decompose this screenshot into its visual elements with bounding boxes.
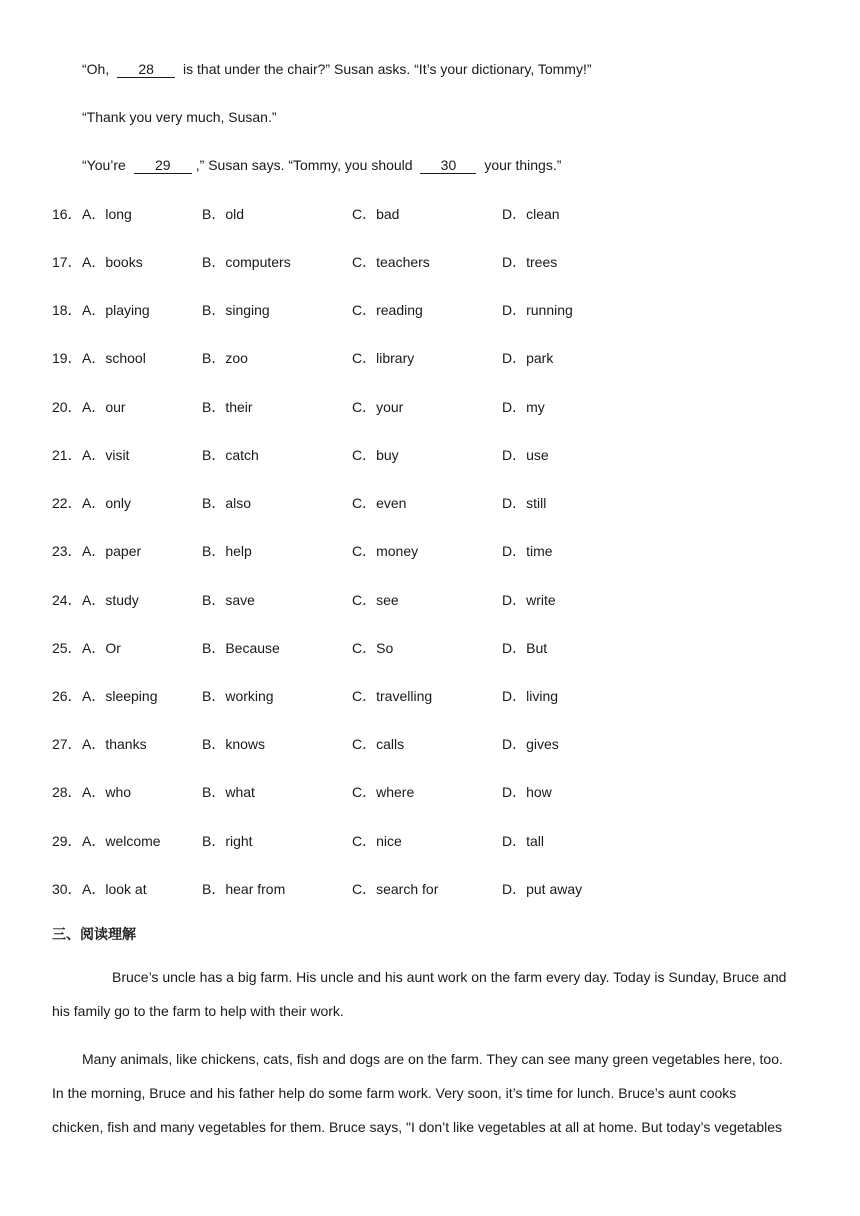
option-d: D．trees: [502, 254, 558, 270]
option-d: D．tall: [502, 833, 545, 849]
option-b: B．zoo: [202, 350, 248, 366]
option-b: B．their: [202, 399, 253, 415]
option-c: C．buy: [352, 447, 399, 463]
option-b: B．old: [202, 206, 245, 222]
paragraph-line: his family go to the farm to help with their work.: [52, 1003, 344, 1019]
option-d: D．park: [502, 350, 554, 366]
option-c: C．your: [352, 399, 404, 415]
option-a: A．playing: [82, 302, 150, 318]
question-number: 24．: [52, 592, 82, 608]
option-a: A．Or: [82, 640, 121, 656]
option-d: D．use: [502, 447, 549, 463]
option-c: C．teachers: [352, 254, 430, 270]
paragraph-line: In the morning, Bruce and his father help do some farm work. Very soon, it’s time for lunch. Bruce’s aunt cooks: [52, 1085, 737, 1101]
option-a: A．study: [82, 592, 139, 608]
option-c: C．search for: [352, 881, 439, 897]
option-c: C．reading: [352, 302, 423, 318]
option-c: C．travelling: [352, 688, 433, 704]
question-number: 22．: [52, 495, 82, 511]
option-a: A．school: [82, 350, 146, 366]
option-a: A．who: [82, 784, 132, 800]
option-b: B．save: [202, 592, 255, 608]
option-b: B．Because: [202, 640, 280, 656]
answer-blank-28: 28: [117, 61, 175, 78]
option-a: A．thanks: [82, 736, 147, 752]
dialogue-text: “Thank you very much, Susan.”: [82, 109, 277, 125]
option-b: B．what: [202, 784, 255, 800]
question-number: 20．: [52, 399, 82, 415]
question-number: 29．: [52, 833, 82, 849]
option-a: A．our: [82, 399, 126, 415]
option-d: D．living: [502, 688, 559, 704]
option-d: D．still: [502, 495, 547, 511]
question-number: 18．: [52, 302, 82, 318]
option-d: D．clean: [502, 206, 560, 222]
dialogue-text: your things.”: [484, 157, 562, 173]
option-c: C．calls: [352, 736, 405, 752]
option-c: C．bad: [352, 206, 400, 222]
answer-blank-29: 29: [134, 157, 192, 174]
option-a: A．look at: [82, 881, 147, 897]
paragraph-line: chicken, fish and many vegetables for them. Bruce says, "I don’t like vegetables at all at home. But today’s vegetables: [52, 1119, 783, 1135]
option-c: C．even: [352, 495, 407, 511]
paragraph-line: Many animals, like chickens, cats, fish and dogs are on the farm. They can see many green vegetables here, too.: [82, 1051, 783, 1067]
answer-blank-30: 30: [420, 157, 476, 174]
option-d: D．how: [502, 784, 552, 800]
reading-paragraph-2: [52, 1042, 812, 1144]
option-b: B．also: [202, 495, 252, 511]
option-c: C．see: [352, 592, 399, 608]
option-d: D．running: [502, 302, 573, 318]
option-c: C．money: [352, 543, 419, 559]
section-heading: 三、阅读理解: [52, 927, 136, 943]
question-number: 17．: [52, 254, 82, 270]
option-c: C．where: [352, 784, 415, 800]
reading-paragraph-1: [52, 960, 812, 1028]
option-a: A．welcome: [82, 833, 161, 849]
option-a: A．visit: [82, 447, 130, 463]
question-number: 27．: [52, 736, 82, 752]
option-d: D．But: [502, 640, 548, 656]
dialogue-text: “Oh,: [82, 61, 110, 77]
paragraph-line: Bruce’s uncle has a big farm. His uncle and his aunt work on the farm every day. Today is Sunday, Bruce and: [112, 969, 787, 985]
option-b: B．right: [202, 833, 253, 849]
option-b: B．help: [202, 543, 252, 559]
dialogue-line-29-30: [82, 155, 561, 175]
option-d: D．time: [502, 543, 553, 559]
question-number: 21．: [52, 447, 82, 463]
option-c: C．nice: [352, 833, 402, 849]
option-d: D．my: [502, 399, 545, 415]
option-b: B．knows: [202, 736, 266, 752]
option-c: C．library: [352, 350, 415, 366]
option-a: A．long: [82, 206, 132, 222]
dialogue-text: is that under the chair?” Susan asks. “It’s your dictionary, Tommy!”: [183, 61, 592, 77]
option-d: D．put away: [502, 881, 583, 897]
option-b: B．computers: [202, 254, 291, 270]
option-b: B．catch: [202, 447, 259, 463]
dialogue-line-28: [82, 59, 592, 79]
option-a: A．paper: [82, 543, 142, 559]
option-d: D．write: [502, 592, 556, 608]
dialogue-text: “You’re: [82, 157, 126, 173]
question-number: 16．: [52, 206, 82, 222]
option-d: D．gives: [502, 736, 559, 752]
option-b: B．working: [202, 688, 274, 704]
question-number: 25．: [52, 640, 82, 656]
option-c: C．So: [352, 640, 394, 656]
option-a: A．sleeping: [82, 688, 158, 704]
question-number: 23．: [52, 543, 82, 559]
option-b: B．hear from: [202, 881, 286, 897]
dialogue-line-thanks: [82, 107, 277, 127]
option-b: B．singing: [202, 302, 270, 318]
question-number: 30．: [52, 881, 82, 897]
question-number: 26．: [52, 688, 82, 704]
question-number: 28．: [52, 784, 82, 800]
option-a: A．books: [82, 254, 143, 270]
dialogue-text: ,” Susan says. “Tommy, you should: [195, 157, 413, 173]
question-number: 19．: [52, 350, 82, 366]
option-a: A．only: [82, 495, 132, 511]
